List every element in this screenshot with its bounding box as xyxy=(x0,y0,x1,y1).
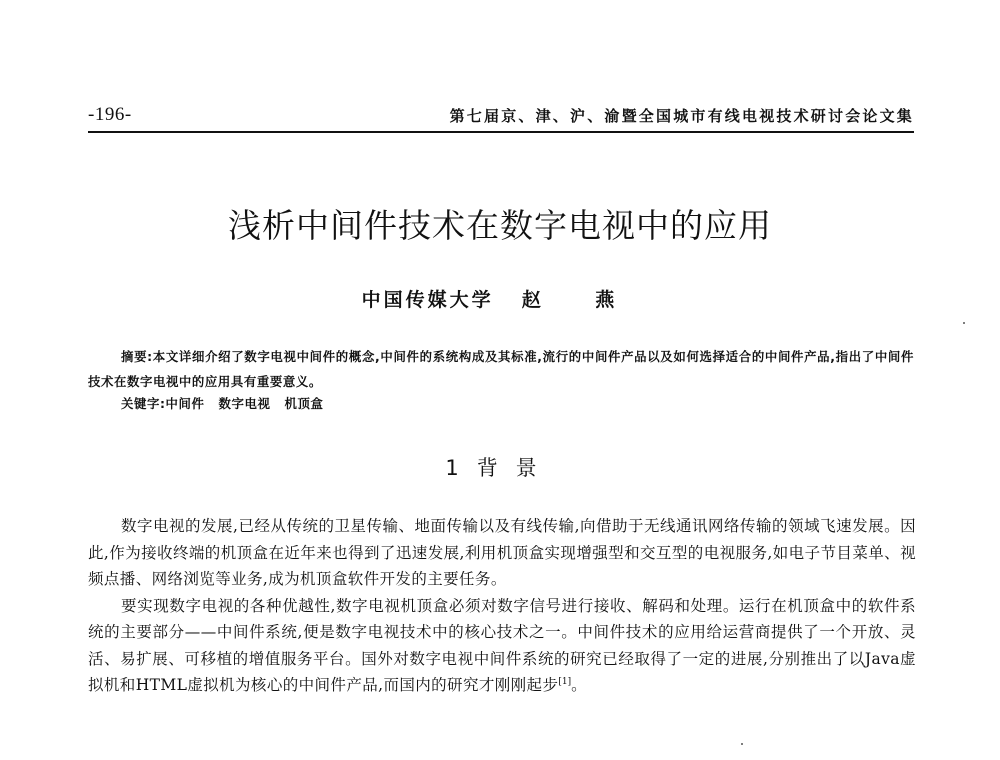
journal-title: 第七届京、津、沪、渝暨全国城市有线电视技术研讨会论文集 xyxy=(449,107,914,125)
abstract-text: 本文详细介绍了数字电视中间件的概念,中间件的系统构成及其标准,流行的中间件产品以及如何选择适合的中间件产品,指出了中间件技术在数字电视中的应用具有重要意义。 xyxy=(88,349,914,389)
keyword: 中间件 xyxy=(165,396,205,411)
scan-speck xyxy=(963,322,965,324)
abstract xyxy=(88,344,914,394)
paragraph-text: 要实现数字电视的各种优越性,数字电视机顶盒必须对数字信号进行接收、解码和处理。运行在机顶盒中的软件系统的主要部分——中间件系统,便是数字电视技术中的核心技术之一。中间件技术的应用给运营商提供了一个开放、灵活、易扩展、可移植的增值服务平台。国外对数字电视中间件系统的研究已经取得了一定的进展,分别推出了以Java虚拟机和HTML虚拟机为核心的中间件产品,而国内的研究才刚刚起步 xyxy=(88,596,916,694)
keyword: 数字电视 xyxy=(218,396,271,411)
page-number: -196- xyxy=(88,104,132,125)
section-title: 背景 xyxy=(476,456,555,480)
citation: [1] xyxy=(558,676,572,687)
paragraph: 数字电视的发展,已经从传统的卫星传输、地面传输以及有线传输,向借助于无线通讯网络传输的领域飞速发展。因此,作为接收终端的机顶盒在近年来也得到了迅速发展,利用机顶盒实现增强型和交互型的电视服务,如电子节目菜单、视频点播、网络浏览等业务,成为机顶盒软件开发的主要任务。 xyxy=(88,517,916,588)
author-line xyxy=(0,285,1000,312)
paragraph-end: 。 xyxy=(571,676,588,694)
page-header xyxy=(88,104,914,130)
header-rule xyxy=(88,131,914,133)
abstract-label: 摘要: xyxy=(121,349,153,364)
paragraph xyxy=(88,593,916,699)
scan-speck xyxy=(741,743,743,745)
keywords xyxy=(121,394,337,412)
section-heading xyxy=(0,452,1000,482)
author-name: 赵 燕 xyxy=(521,289,639,311)
paper-title: 浅析中间件技术在数字电视中的应用 xyxy=(228,206,772,245)
keyword: 机顶盒 xyxy=(284,396,324,411)
body-text xyxy=(88,513,916,699)
affiliation: 中国传媒大学 xyxy=(361,289,494,311)
section-number: 1 xyxy=(445,456,459,480)
keywords-label: 关键字: xyxy=(121,396,166,411)
